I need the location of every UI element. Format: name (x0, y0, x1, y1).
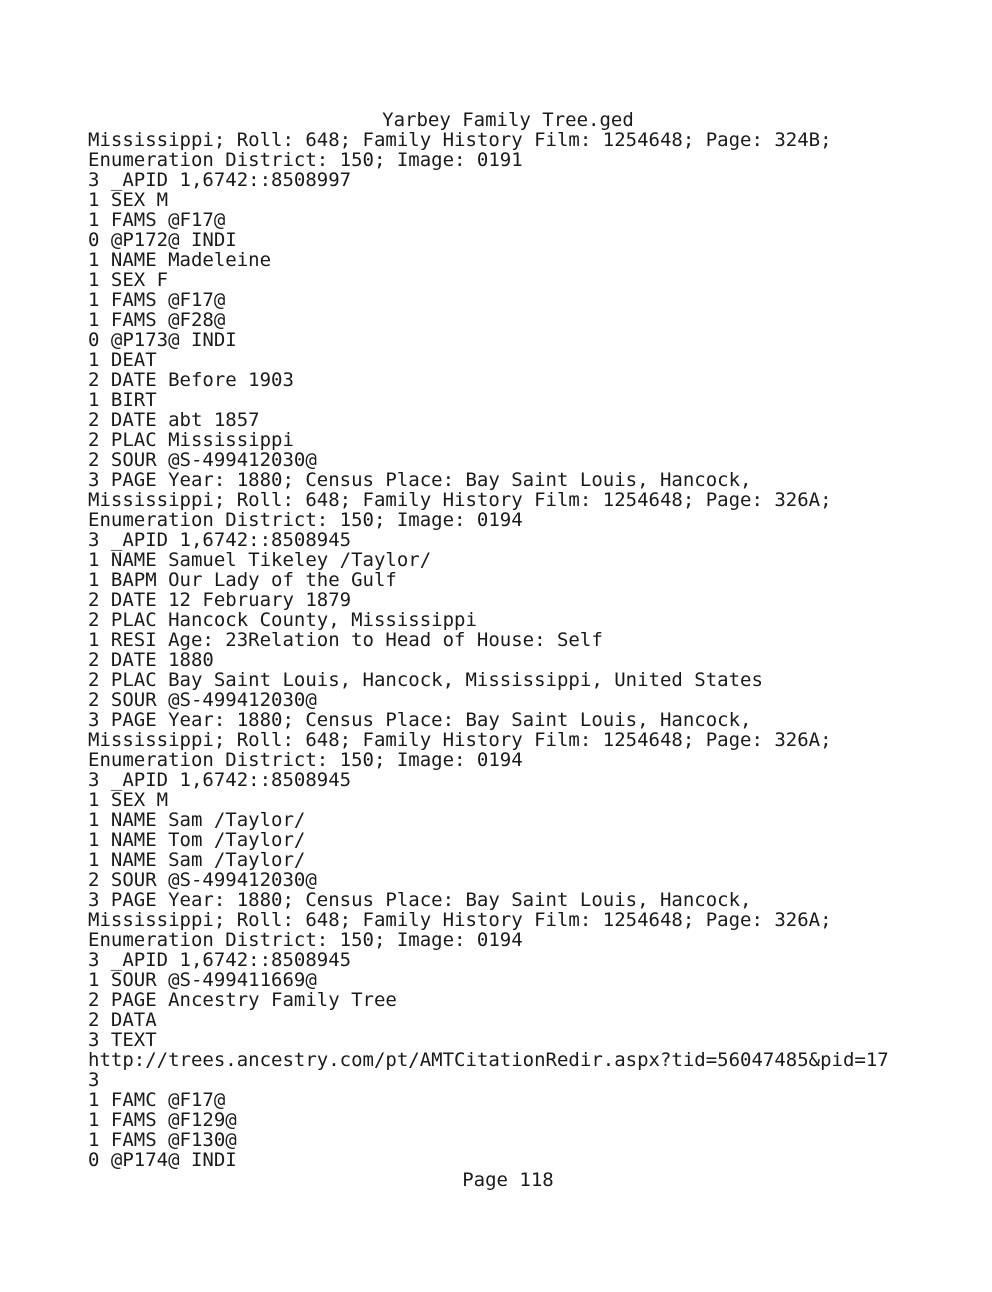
gedcom-line: Enumeration District: 150; Image: 0191 (88, 149, 523, 171)
gedcom-line: Mississippi; Roll: 648; Family History Film: 1254648; Page: 324B; (88, 129, 832, 151)
gedcom-line: 1 SOUR @S-499411669@ (88, 969, 317, 991)
gedcom-line: 2 DATE 12 February 1879 (88, 589, 352, 611)
page-number: Page 118 (462, 1169, 554, 1191)
gedcom-line: Mississippi; Roll: 648; Family History Film: 1254648; Page: 326A; (88, 909, 832, 931)
gedcom-line: 1 NAME Madeleine (88, 249, 272, 271)
gedcom-line: 1 FAMS @F17@ (88, 289, 226, 311)
gedcom-line: 3 (88, 1069, 100, 1091)
gedcom-line: 0 @P174@ INDI (88, 1149, 237, 1171)
gedcom-line: 3 PAGE Year: 1880; Census Place: Bay Saint Louis, Hancock, (88, 889, 752, 911)
gedcom-line: 3 PAGE Year: 1880; Census Place: Bay Saint Louis, Hancock, (88, 469, 752, 491)
gedcom-line: 1 FAMS @F130@ (88, 1129, 237, 1151)
gedcom-line: 1 SEX M (88, 789, 169, 811)
gedcom-line: 1 FAMC @F17@ (88, 1089, 226, 1111)
gedcom-line: 2 PAGE Ancestry Family Tree (88, 989, 397, 1011)
gedcom-line: Enumeration District: 150; Image: 0194 (88, 509, 523, 531)
gedcom-line: 2 PLAC Bay Saint Louis, Hancock, Mississippi, United States (88, 669, 763, 691)
gedcom-line: 2 SOUR @S-499412030@ (88, 689, 317, 711)
gedcom-line: 3 _APID 1,6742::8508945 (88, 949, 352, 971)
gedcom-line: 2 PLAC Hancock County, Mississippi (88, 609, 477, 631)
gedcom-line: 2 DATE abt 1857 (88, 409, 260, 431)
gedcom-line: Mississippi; Roll: 648; Family History Film: 1254648; Page: 326A; (88, 489, 832, 511)
gedcom-line: 1 FAMS @F17@ (88, 209, 226, 231)
gedcom-line: 2 DATE Before 1903 (88, 369, 294, 391)
gedcom-line: 2 DATA (88, 1009, 157, 1031)
gedcom-line: 1 SEX M (88, 189, 169, 211)
gedcom-line: 3 _APID 1,6742::8508945 (88, 769, 352, 791)
gedcom-line: 1 RESI Age: 23Relation to Head of House: Self (88, 629, 603, 651)
gedcom-line: 1 NAME Samuel Tikeley /Taylor/ (88, 549, 432, 571)
gedcom-line: 1 FAMS @F28@ (88, 309, 226, 331)
gedcom-line: 3 TEXT (88, 1029, 157, 1051)
gedcom-line: 3 _APID 1,6742::8508997 (88, 169, 352, 191)
gedcom-line: 1 NAME Sam /Taylor/ (88, 809, 306, 831)
gedcom-text-body (88, 130, 968, 1170)
gedcom-line: 1 BIRT (88, 389, 157, 411)
gedcom-line: 3 PAGE Year: 1880; Census Place: Bay Saint Louis, Hancock, (88, 709, 752, 731)
gedcom-line: 3 _APID 1,6742::8508945 (88, 529, 352, 551)
document-title: Yarbey Family Tree.ged (382, 109, 634, 131)
gedcom-line: 1 NAME Tom /Taylor/ (88, 829, 306, 851)
gedcom-url-line: http://trees.ancestry.com/pt/AMTCitationRedir.aspx?tid=56047485&pid=17 (88, 1049, 889, 1071)
gedcom-line: 1 DEAT (88, 349, 157, 371)
gedcom-line: 2 SOUR @S-499412030@ (88, 869, 317, 891)
gedcom-line: 1 NAME Sam /Taylor/ (88, 849, 306, 871)
gedcom-line: Mississippi; Roll: 648; Family History Film: 1254648; Page: 326A; (88, 729, 832, 751)
gedcom-line: 2 DATE 1880 (88, 649, 214, 671)
gedcom-line: 2 PLAC Mississippi (88, 429, 294, 451)
gedcom-line: Enumeration District: 150; Image: 0194 (88, 749, 523, 771)
gedcom-line: 1 FAMS @F129@ (88, 1109, 237, 1131)
gedcom-line: 1 SEX F (88, 269, 169, 291)
gedcom-line: Enumeration District: 150; Image: 0194 (88, 929, 523, 951)
gedcom-line: 0 @P173@ INDI (88, 329, 237, 351)
gedcom-line: 2 SOUR @S-499412030@ (88, 449, 317, 471)
gedcom-line: 1 BAPM Our Lady of the Gulf (88, 569, 397, 591)
gedcom-line: 0 @P172@ INDI (88, 229, 237, 251)
